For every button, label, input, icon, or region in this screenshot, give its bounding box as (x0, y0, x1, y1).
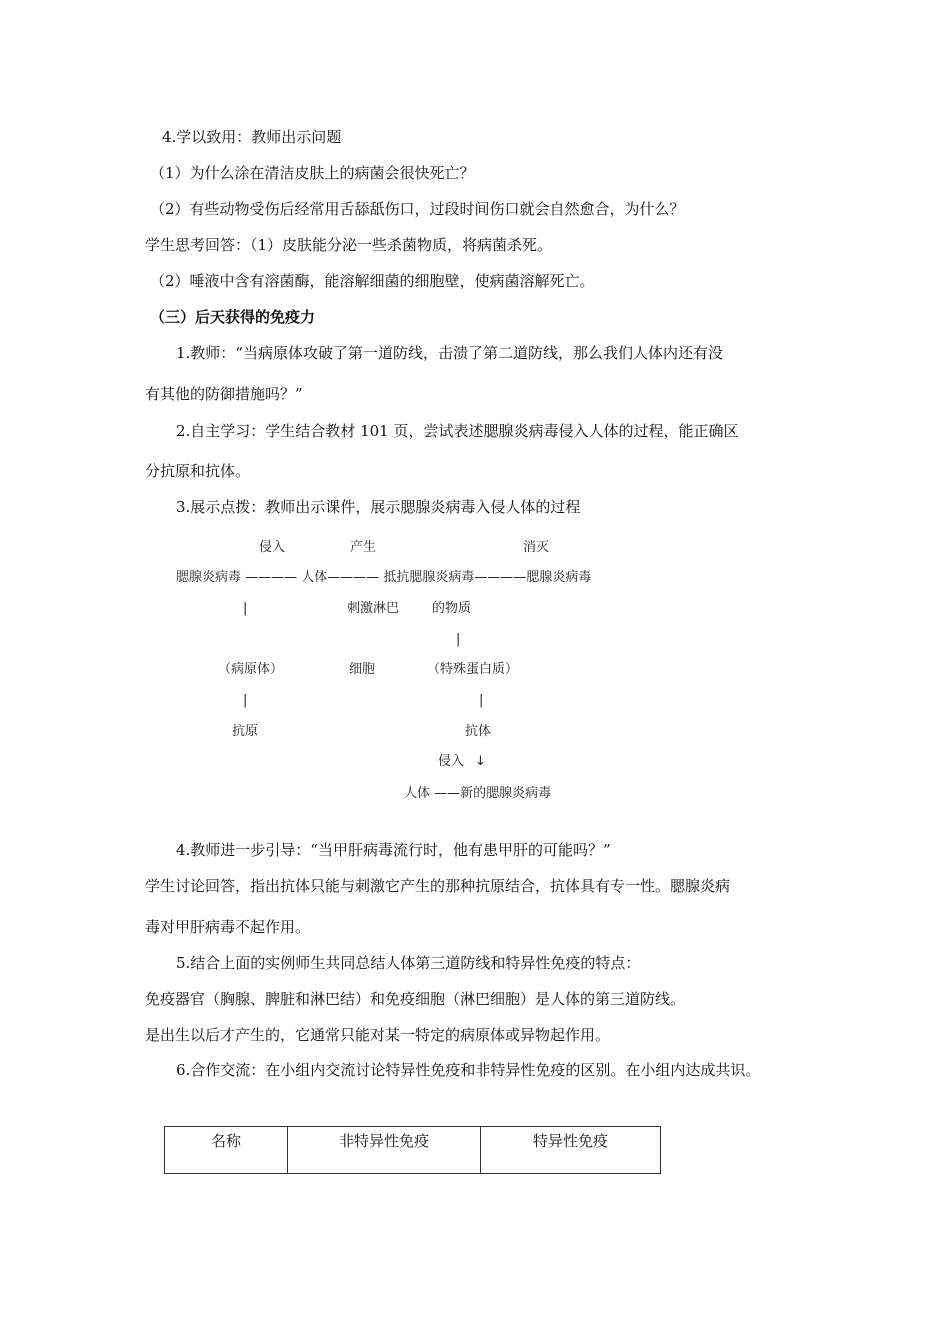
connector-bar-1: | (243, 601, 248, 616)
answer-line-2: （2）唾液中含有溶菌酶，能溶解细菌的细胞壁，使病菌溶解死亡。 (150, 272, 595, 290)
label-eliminate: 消灭 (523, 540, 550, 555)
item-2-line-1: 2.自主学习：学生结合教材 101 页，尝试表述腮腺炎病毒侵入人体的过程，能正确区 (176, 422, 739, 440)
item-4: 4.教师进一步引导：“当甲肝病毒流行时，他有患甲肝的可能吗？” (176, 841, 611, 859)
item-5-line-2: 是出生以后才产生的，它通常只能对某一特定的病原体或异物起作用。 (145, 1026, 611, 1044)
item-4-answer-line-2: 毒对甲肝病毒不起作用。 (145, 918, 311, 936)
label-pathogen: （病原体） (218, 662, 284, 677)
label-invade: 侵入 (259, 540, 286, 555)
section-4-heading: 4.学以致用：教师出示问题 (162, 128, 342, 146)
table-header-nonspecific: 非特异性免疫 (288, 1127, 481, 1174)
item-2-line-2: 分抗原和抗体。 (145, 462, 251, 480)
connector-bar-3: | (243, 693, 248, 708)
connector-bar-4: | (479, 693, 484, 708)
item-4-answer-line-1: 学生讨论回答，指出抗体只能与刺激它产生的那种抗原结合，抗体具有专一性。腮腺炎病 (145, 877, 731, 895)
label-substance: 的物质 (432, 601, 472, 616)
item-6: 6.合作交流：在小组内交流讨论特异性免疫和非特异性免疫的区别。在小组内达成共识。 (176, 1061, 761, 1079)
comparison-table (164, 1126, 661, 1174)
label-stimulate: 刺激淋巴 (347, 601, 400, 616)
label-protein: （特殊蛋白质） (427, 662, 519, 677)
answer-line-1: 学生思考回答：（1）皮肤能分泌一些杀菌物质，将病菌杀死。 (145, 236, 553, 254)
down-arrow-icon: ↓ (475, 754, 486, 769)
item-5-line-1: 免疫器官（胸腺、脾脏和淋巴结）和免疫细胞（淋巴细胞）是人体的第三道防线。 (145, 990, 686, 1008)
part-3-title: （三）后天获得的免疫力 (150, 308, 316, 326)
table-header-specific: 特异性免疫 (481, 1127, 661, 1174)
item-3: 3.展示点拨：教师出示课件，展示腮腺炎病毒入侵人体的过程 (176, 498, 581, 516)
table-header-name: 名称 (165, 1127, 288, 1174)
item-5: 5.结合上面的实例师生共同总结人体第三道防线和特异性免疫的特点： (176, 954, 641, 972)
label-produce: 产生 (350, 540, 377, 555)
label-antibody: 抗体 (465, 724, 492, 739)
item-1-line-2: 有其他的防御措施吗？” (145, 385, 303, 403)
connector-bar-2: | (456, 632, 461, 647)
table-header-row (165, 1127, 661, 1174)
label-invade-2: 侵入 (438, 754, 465, 769)
question-1: （1）为什么涂在清洁皮肤上的病菌会很快死亡？ (150, 164, 475, 182)
diagram-final-row: 人体 ——新的腮腺炎病毒 (404, 786, 552, 801)
item-1-line-1: 1.教师：“当病原体攻破了第一道防线，击溃了第二道防线，那么我们人体内还有没 (176, 344, 723, 362)
diagram-main-row: 腮腺炎病毒 ———— 人体———— 抵抗腮腺炎病毒————腮腺炎病毒 (176, 570, 592, 585)
label-cell: 细胞 (349, 662, 376, 677)
question-2: （2）有些动物受伤后经常用舌舔舐伤口，过段时间伤口就会自然愈合，为什么？ (150, 200, 685, 218)
label-antigen: 抗原 (232, 724, 259, 739)
